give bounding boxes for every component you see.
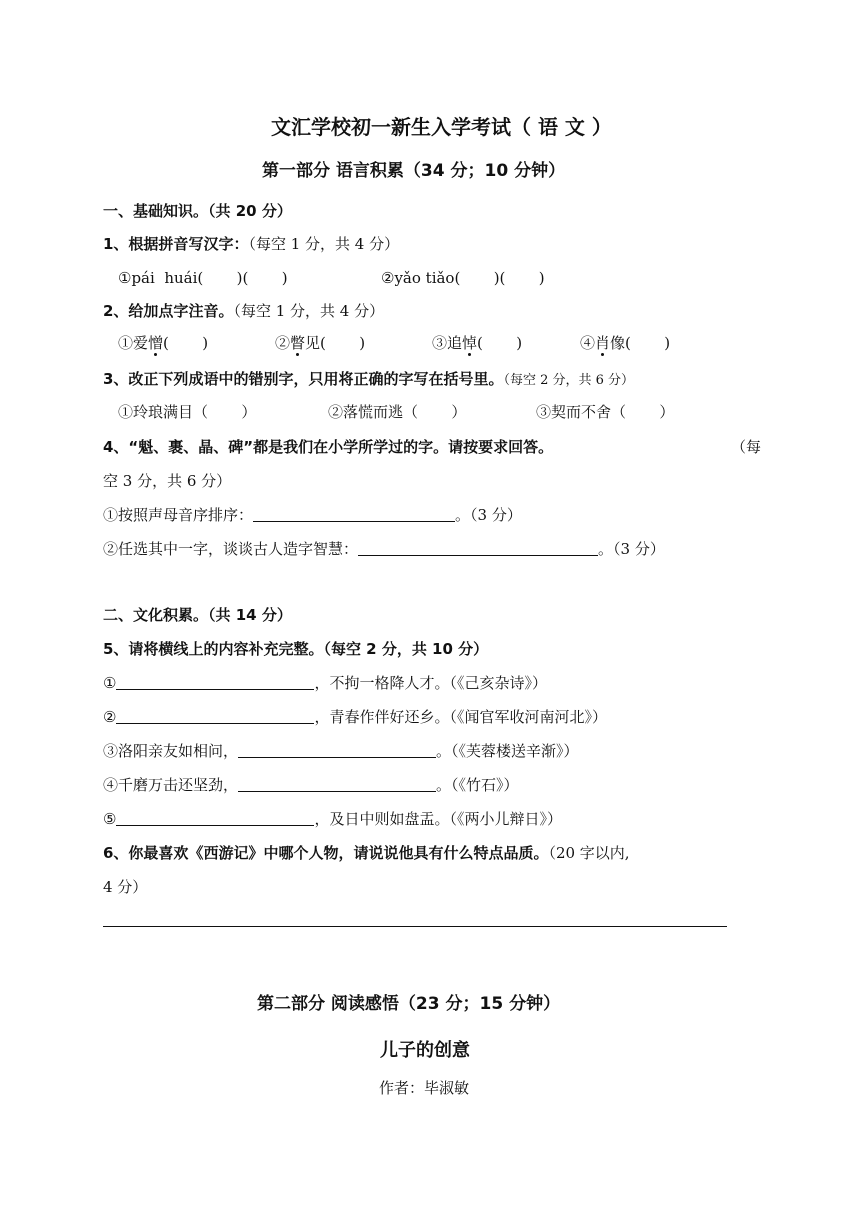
article-title: 儿子的创意 <box>380 1040 470 1061</box>
question-2-stem: 2、给加点字注音。 <box>103 302 234 320</box>
question-3-item-2: ②落慌而逃（ ） <box>328 403 467 421</box>
line-suffix: ，不拘一格降人才。（《己亥杂诗》） <box>314 674 547 692</box>
question-6-score-b: 4 分） <box>103 878 148 896</box>
question-4-stem: 4、“魁、裹、晶、碑”都是我们在小学所学过的字。请按要求回答。 <box>103 438 554 456</box>
question-3-item-1: ①玲琅满目（ ） <box>118 403 257 421</box>
question-5-line-3 <box>103 741 579 761</box>
question-2-item-3 <box>432 333 522 353</box>
line-suffix: ，及日中则如盘盂。（《两小儿辩日》） <box>314 810 562 828</box>
item-number: ② <box>275 334 291 352</box>
question-4-score-a: （每 <box>731 438 762 456</box>
answer-blank[interactable] <box>116 673 314 690</box>
question-1 <box>103 234 399 254</box>
question-5-line-4 <box>103 775 519 795</box>
line-suffix: 。（《竹石》） <box>436 776 519 794</box>
sub-2-end: 。（3 分） <box>598 540 665 558</box>
question-1-score: （每空 1 分，共 4 分） <box>248 235 400 253</box>
article-author: 作者：毕淑敏 <box>379 1079 470 1097</box>
question-2-item-1 <box>118 333 208 353</box>
question-3-score: （每空 2 分，共 6 分） <box>503 373 635 388</box>
sub-1-end: 。（3 分） <box>455 506 522 524</box>
answer-paren: ( ) <box>163 334 209 352</box>
answer-blank[interactable] <box>358 539 598 556</box>
item-number: ③追 <box>432 334 463 352</box>
question-2-score: （每空 1 分，共 4 分） <box>233 302 385 320</box>
answer-blank[interactable] <box>116 707 314 724</box>
item-number: ①爱 <box>118 334 149 352</box>
question-3-item-3: ③契而不舍（ ） <box>536 403 675 421</box>
line-prefix: ④千磨万击还坚劲， <box>103 776 239 794</box>
answer-blank[interactable] <box>253 505 455 522</box>
question-5-stem: 5、请将横线上的内容补充完整。（每空 2 分，共 10 分） <box>103 640 489 658</box>
question-6 <box>103 843 630 863</box>
line-prefix: ⑤ <box>103 810 117 828</box>
line-prefix: ① <box>103 674 117 692</box>
exam-title: 文汇学校初一新生入学考试（ 语 文 ） <box>271 115 612 139</box>
answer-paren: ( ) <box>625 334 671 352</box>
question-5-line-5 <box>103 809 562 829</box>
line-prefix: ② <box>103 708 117 726</box>
question-2 <box>103 301 384 321</box>
dotted-character: 肖 <box>595 334 611 352</box>
question-1-stem: 1、根据拼音写汉字： <box>103 235 249 253</box>
question-4-sub-1 <box>103 505 522 525</box>
question-3 <box>103 369 634 391</box>
item-rest: 见 <box>305 334 321 352</box>
question-2-item-4 <box>580 333 670 353</box>
question-5-line-2 <box>103 707 607 727</box>
answer-blank[interactable] <box>116 809 314 826</box>
item-rest: 像 <box>610 334 626 352</box>
answer-blank[interactable] <box>238 775 436 792</box>
line-suffix: ，青春作伴好还乡。（《闻官军收河南河北》） <box>314 708 607 726</box>
part1-heading: 第一部分 语言积累（34 分；10 分钟） <box>262 161 566 181</box>
question-1-item-1: ①pái huái( )( ) <box>118 269 288 287</box>
question-1-item-2: ②yǎo tiǎo( )( ) <box>381 269 545 287</box>
question-6-score-a: （20 字以内, <box>548 844 630 862</box>
question-4-sub-2 <box>103 539 665 559</box>
sub-1-text: ①按照声母音序排序： <box>103 506 254 524</box>
dotted-character: 瞥 <box>290 334 306 352</box>
line-prefix: ③洛阳亲友如相问， <box>103 742 239 760</box>
question-6-stem: 6、你最喜欢《西游记》中哪个人物，请说说他具有什么特点品质。 <box>103 844 549 862</box>
answer-blank[interactable] <box>238 741 436 758</box>
dotted-character: 悼 <box>462 334 478 352</box>
dotted-character: 憎 <box>148 334 164 352</box>
part2-heading: 第二部分 阅读感悟（23 分；15 分钟） <box>257 994 561 1014</box>
item-number: ④ <box>580 334 596 352</box>
answer-paren: ( ) <box>477 334 523 352</box>
section2-heading: 二、文化积累。（共 14 分） <box>103 606 292 624</box>
question-4-score-b: 空 3 分，共 6 分） <box>103 472 232 490</box>
line-suffix: 。（《芙蓉楼送辛渐》） <box>436 742 579 760</box>
section1-heading: 一、基础知识。（共 20 分） <box>103 202 292 220</box>
question-5-line-1 <box>103 673 547 693</box>
answer-paren: ( ) <box>320 334 366 352</box>
question-2-item-2 <box>275 333 365 353</box>
answer-line[interactable] <box>103 926 727 927</box>
question-3-stem: 3、改正下列成语中的错别字，只用将正确的字写在括号里。 <box>103 370 504 388</box>
sub-2-text: ②任选其中一字，谈谈古人造字智慧： <box>103 540 359 558</box>
